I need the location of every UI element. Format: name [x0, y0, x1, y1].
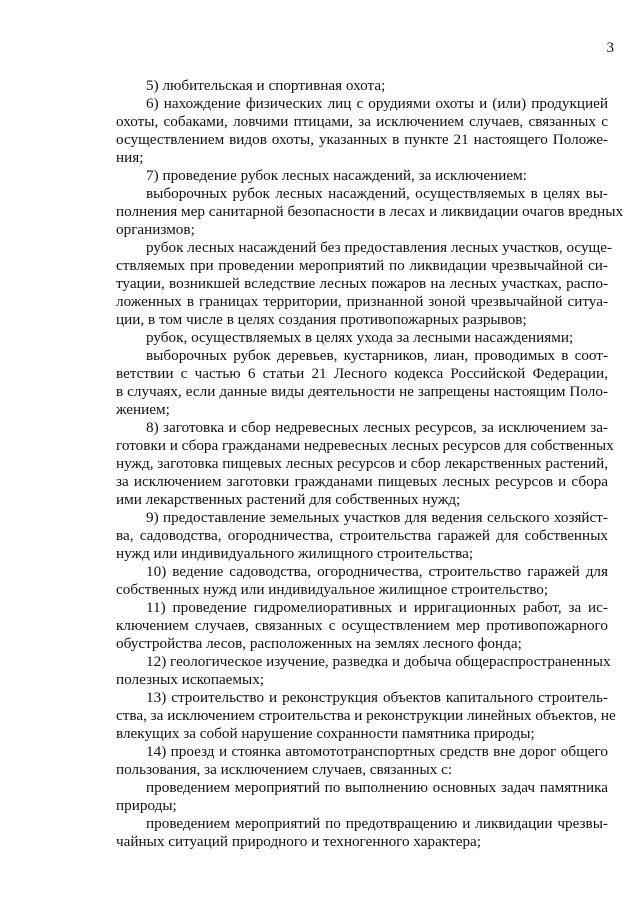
text-line: 9) предоставление земельных участков для ведения сельского хозяйст-	[146, 509, 608, 526]
text-line: ции, в том числе в целях создания противопожарных разрывов;	[116, 311, 527, 328]
text-line: 10) ведение садоводства, огородничества, строительство гаражей для	[146, 563, 608, 580]
text-line: охоты, собаками, ловчими птицами, за исключением случаев, связанных с	[116, 113, 608, 130]
text-line: за исключением заготовки гражданами пищевых лесных ресурсов и сбора	[116, 473, 608, 490]
paragraph	[116, 743, 608, 779]
paragraph	[116, 599, 608, 653]
text-line: нужд или индивидуального жилищного строительства;	[116, 545, 474, 562]
text-line: в случаях, если данные виды деятельности не запрещены настоящим Поло-	[116, 383, 608, 400]
text-line: выборочных рубок лесных насаждений, осуществляемых в целях вы-	[146, 185, 608, 202]
text-line: ветствии с частью 6 статьи 21 Лесного кодекса Российской Федерации,	[116, 365, 608, 382]
text-line: ими лекарственных растений для собственных нужд;	[116, 491, 461, 508]
paragraph	[116, 563, 608, 599]
text-line: полнения мер санитарной безопасности в лесах и ликвидации очагов вредных	[116, 203, 624, 220]
text-line: влекущих за собой нарушение сохранности памятника природы;	[116, 725, 535, 742]
page-number: 3	[606, 40, 614, 56]
paragraph	[116, 419, 614, 509]
text-line: 7) проведение рубок лесных насаждений, за исключением:	[146, 167, 527, 184]
text-line: туации, возникшей вследствие лесных пожаров на лесных участках, распо-	[116, 275, 608, 292]
paragraph	[116, 95, 608, 167]
text-line: осуществлением видов охоты, указанных в пункте 21 настоящего Положе-	[116, 131, 608, 148]
text-line: готовки и сбора гражданами недревесных лесных ресурсов для собственных	[116, 437, 614, 454]
text-line: чайных ситуаций природного и техногенного характера;	[116, 833, 481, 850]
text-line: ния;	[116, 149, 144, 166]
text-line: 8) заготовка и сбор недревесных лесных ресурсов, за исключением за-	[146, 419, 608, 436]
text-line: 13) строительство и реконструкция объектов капитального строитель-	[146, 689, 608, 706]
paragraph	[116, 689, 616, 743]
paragraph	[116, 185, 624, 239]
text-line: ложенных в границах территории, признанной зоной чрезвычайной ситуа-	[116, 293, 608, 310]
text-line: ва, садоводства, огородничества, строительства гаражей для собственных	[116, 527, 608, 544]
text-line: ства, за исключением строительства и реконструкции линейных объектов, не	[116, 707, 616, 724]
text-line: проведением мероприятий по предотвращению и ликвидации чрезвы-	[146, 815, 608, 832]
paragraph	[116, 653, 611, 689]
text-line: полезных ископаемых;	[116, 671, 265, 688]
text-line: 5) любительская и спортивная охота;	[146, 77, 386, 94]
paragraph	[116, 167, 608, 185]
text-line: ствляемых при проведении мероприятий по ликвидации чрезвычайной си-	[116, 257, 608, 274]
text-line: организмов;	[116, 221, 195, 238]
paragraph	[116, 239, 613, 329]
text-line: пользования, за исключением случаев, связанных с:	[116, 761, 453, 778]
text-line: жением;	[116, 401, 170, 418]
text-line: природы;	[116, 797, 177, 814]
text-line: проведением мероприятий по выполнению основных задач памятника	[146, 779, 608, 796]
document-body	[116, 77, 624, 851]
text-line: собственных нужд или индивидуальное жилищное строительство;	[116, 581, 549, 598]
text-line: 12) геологическое изучение, разведка и добыча общераспространенных	[146, 653, 611, 670]
paragraph	[116, 329, 608, 347]
text-line: выборочных рубок деревьев, кустарников, лиан, проводимых в соот-	[146, 347, 608, 364]
paragraph	[116, 347, 608, 419]
text-line: нужд, заготовка пищевых лесных ресурсов и сбор лекарственных растений,	[116, 455, 608, 472]
text-line: 14) проезд и стоянка автомототранспортных средств вне дорог общего	[146, 743, 608, 760]
text-line: 11) проведение гидромелиоративных и ирригационных работ, за ис-	[146, 599, 608, 616]
text-line: обустройства лесов, расположенных на землях лесного фонда;	[116, 635, 522, 652]
paragraph	[116, 815, 608, 851]
text-line: рубок, осуществляемых в целях ухода за лесными насаждениями;	[146, 329, 574, 346]
text-line: 6) нахождение физических лиц с орудиями охоты и (или) продукцией	[146, 95, 608, 112]
paragraph	[116, 509, 608, 563]
paragraph	[116, 779, 608, 815]
text-line: ключением случаев, связанных с осуществлением мер противопожарного	[116, 617, 608, 634]
text-line: рубок лесных насаждений без предоставления лесных участков, осуще-	[146, 239, 613, 256]
paragraph	[116, 77, 608, 95]
